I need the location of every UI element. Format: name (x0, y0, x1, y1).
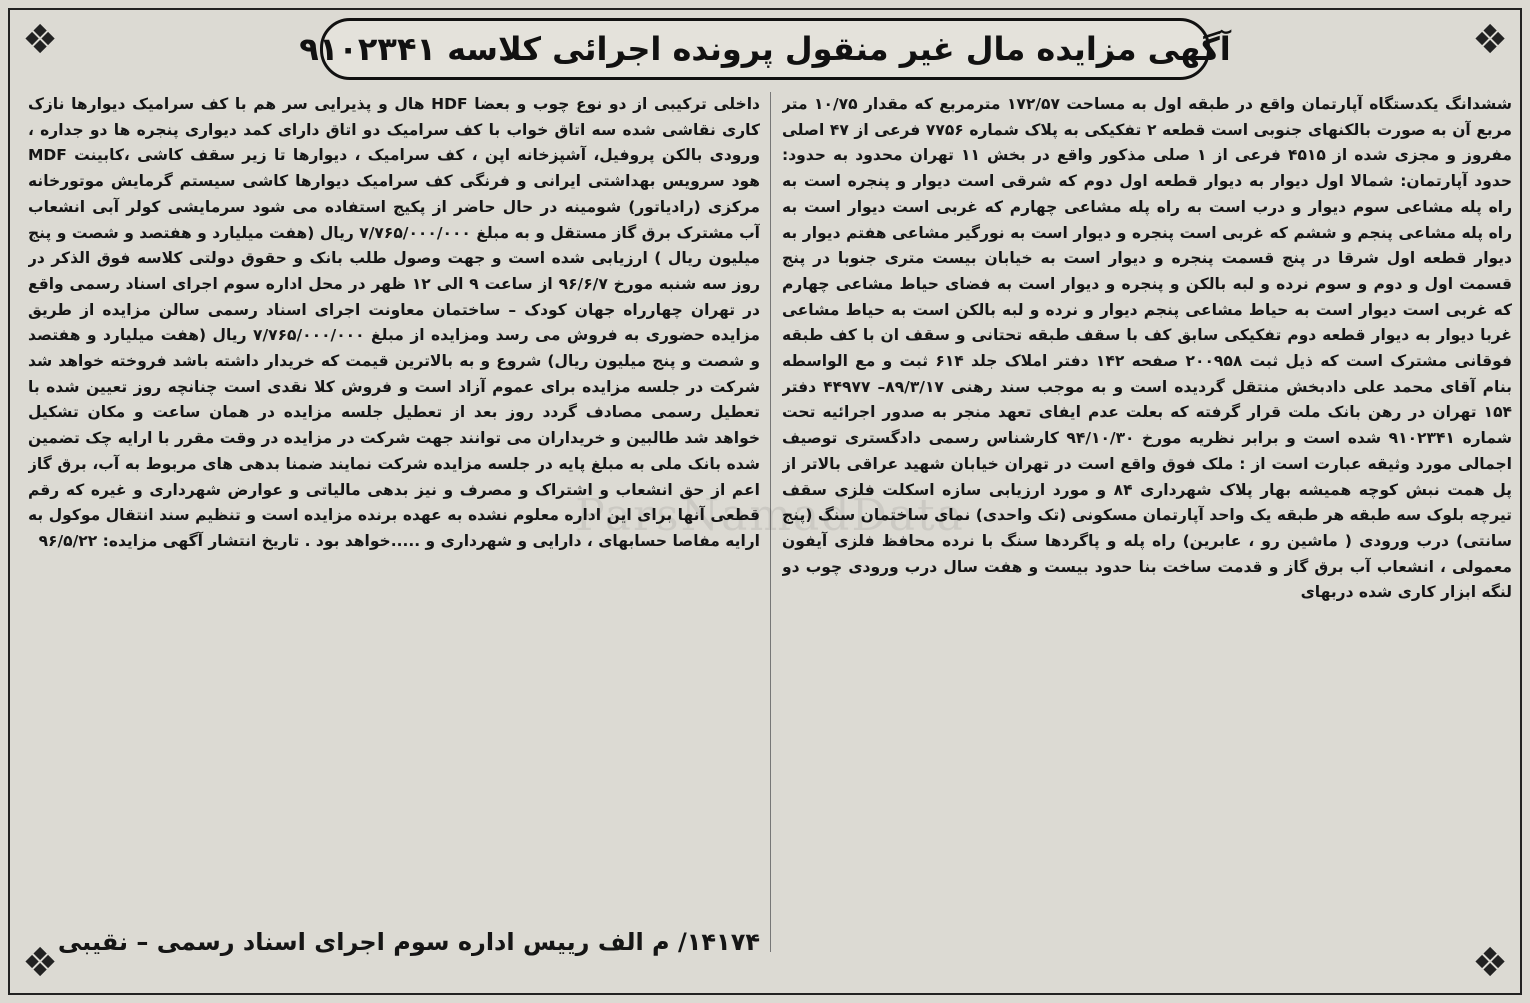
corner-ornament-icon: ❖ (22, 940, 58, 986)
notice-body-left-column: داخلی ترکیبی از دو نوع چوب و بعضا HDF هال و پذیرایی سر هم با کف سرامیک دیوارها نازک کاری نقاشی شده سه اتاق خواب با کف سرامیک دو اتاق دارای کمد دیواری پنجره ها دو جداره ، ورودی بالکن پروفیل، آشپزخانه اپن ، کف سرامیک ، دیوارها تا زیر سقف کاشی ،کابینت MDF هود سرویس بهداشتی ایرانی و فرنگی کف سرامیک دیوارها کاشی سیستم گرمایش موتورخانه مرکزی (رادیاتور) شومینه در حال حاضر از پکیج استفاده می شود سرمایشی کولر آبی انشعاب آب مشترک برق گاز مستقل و به مبلغ ۷/۷۶۵/۰۰۰/۰۰۰ ریال (هفت میلیارد و هفتصد و شصت و پنج میلیون ریال ) ارزیابی شده است و جهت وصول طلب بانک و حقوق دولتی کلاسه فوق الذکر در روز سه شنبه مورخ ۹۶/۶/۷ از ساعت ۹ الی ۱۲ ظهر در محل اداره سوم اجرای اسناد رسمی واقع در تهران چهارراه جهان کودک – ساختمان معاونت اجرای اسناد رسمی سالن مزایده از طریق مزایده حضوری به فروش می رسد ومزایده از مبلغ ۷/۷۶۵/۰۰۰/۰۰۰ ریال (هفت میلیارد و هفتصد و شصت و پنج میلیون ریال) شروع و به بالاترین قیمت که خریدار داشته باشد فروخته خواهد شد شرکت در جلسه مزایده برای عموم آزاد است و فروش کلا نقدی است چنانچه روز تعیین شده با تعطیل رسمی مصادف گردد روز بعد از تعطیل جلسه مزایده در همان ساعت و مکان تشکیل خواهد شد طالبین و خریداران می توانند جهت شرکت در مزایده در وقت مقرر با ارایه چک تضمین شده بانک ملی به مبلغ پایه در جلسه مزایده شرکت نمایند ضمنا بدهی های مربوط به آب، برق گاز اعم از حق انشعاب و اشتراک و مصرف و نیز بدهی مالیاتی و عوارض شهرداری و غیره که رقم قطعی آنها برای این اداره معلوم نشده به عهده برنده مزایده است و تنظیم سند انتقال موکول به ارایه مفاصا حسابهای ، دارایی و شهرداری و .....خواهد بود . تاریخ انتشار آگهی مزایده: ۹۶/۵/۲۲ (28, 95, 760, 550)
corner-ornament-icon: ❖ (1472, 17, 1508, 63)
title-banner (299, 18, 1231, 80)
notice-title: آگهی مزایده مال غیر منقول پرونده اجرائی کلاسه ۹۱۰۲۳۴۱ (299, 30, 1231, 68)
notice-signature: ۱۴۱۷۴/ م الف رییس اداره سوم اجرای اسناد رسمی – نقیبی (57, 928, 760, 956)
watermark: ParsNamadData (575, 490, 965, 541)
notice-body-right-column: ششدانگ یکدستگاه آپارتمان واقع در طبقه اول به مساحت ۱۷۲/۵۷ مترمربع که مقدار ۱۰/۷۵ متر مربع آن به صورت بالکنهای جنوبی است قطعه ۲ تفکیکی به پلاک شماره ۷۷۵۶ فرعی از ۴۷ اصلی مفروز و مجزی شده از ۴۵۱۵ فرعی از ۱ صلی مذکور واقع در بخش ۱۱ تهران محدود به حدود: حدود آپارتمان: شمالا اول دیوار به دیوار قطعه اول دوم که شرقی است دیوار و پنجره است به راه پله مشاعی سوم دیوار و درب است به راه پله مشاعی چهارم که غربی است دیوار است به راه پله مشاعی پنجم و ششم که غربی است پنجره و دیوار است به نورگیر مشاعی هفتم دیوار به دیوار قطعه اول شرقا در پنج قسمت پنجره و دیوار است به خیابان بیست متری جنوبا در پنج قسمت اول و دوم و سوم نرده و لبه بالکن و پنجره و دیوار است به فضای حیاط مشاعی چهارم که غربی است دیوار است به حیاط مشاعی پنجم دیوار و نرده و لبه بالکن است به حیاط مشاعی غربا دیوار به دیوار قطعه دوم تفکیکی سابق کف با سقف طبقه تحتانی و سقف ان با کف طبقه فوقانی مشترک است که ذیل ثبت ۲۰۰۹۵۸ صفحه ۱۴۲ دفتر املاک جلد ۶۱۴ ثبت و مع الواسطه بنام آقای محمد علی دادبخش منتقل گردیده است و به موجب سند رهنی ۸۹/۳/۱۷– ۴۴۹۷۷ دفتر ۱۵۴ تهران در رهن بانک ملت قرار گرفته که بعلت عدم ایفای تعهد منجر به صدور اجرائیه تحت شماره ۹۱۰۲۳۴۱ شده است و برابر نظریه مورخ ۹۴/۱۰/۳۰ کارشناس رسمی دادگستری توصیف اجمالی مورد وثیقه عبارت است از : ملک فوق واقع است در تهران خیابان شهید عراقی بالاتر از پل همت نبش کوچه همیشه بهار پلاک شهرداری ۸۴ و مورد ارزیابی سازه اسکلت فلزی سقف تیرچه بلوک سه طبقه هر طبقه یک واحد آپارتمان مسکونی (تک واحدی) نمای ساختمان سنگ (پنج سانتی) درب ورودی ( ماشین رو ، عابرین) راه پله و پاگردها سنگ با نرده محافظ فلزی آیفون معمولی ، انشعاب آب برق گاز و قدمت ساخت بنا حدود بیست و هفت سال درب ورودی چوب دو لنگه ابزار کاری شده دربهای (782, 95, 1512, 602)
corner-ornament-icon: ❖ (1472, 940, 1508, 986)
corner-ornament-icon: ❖ (22, 17, 58, 63)
